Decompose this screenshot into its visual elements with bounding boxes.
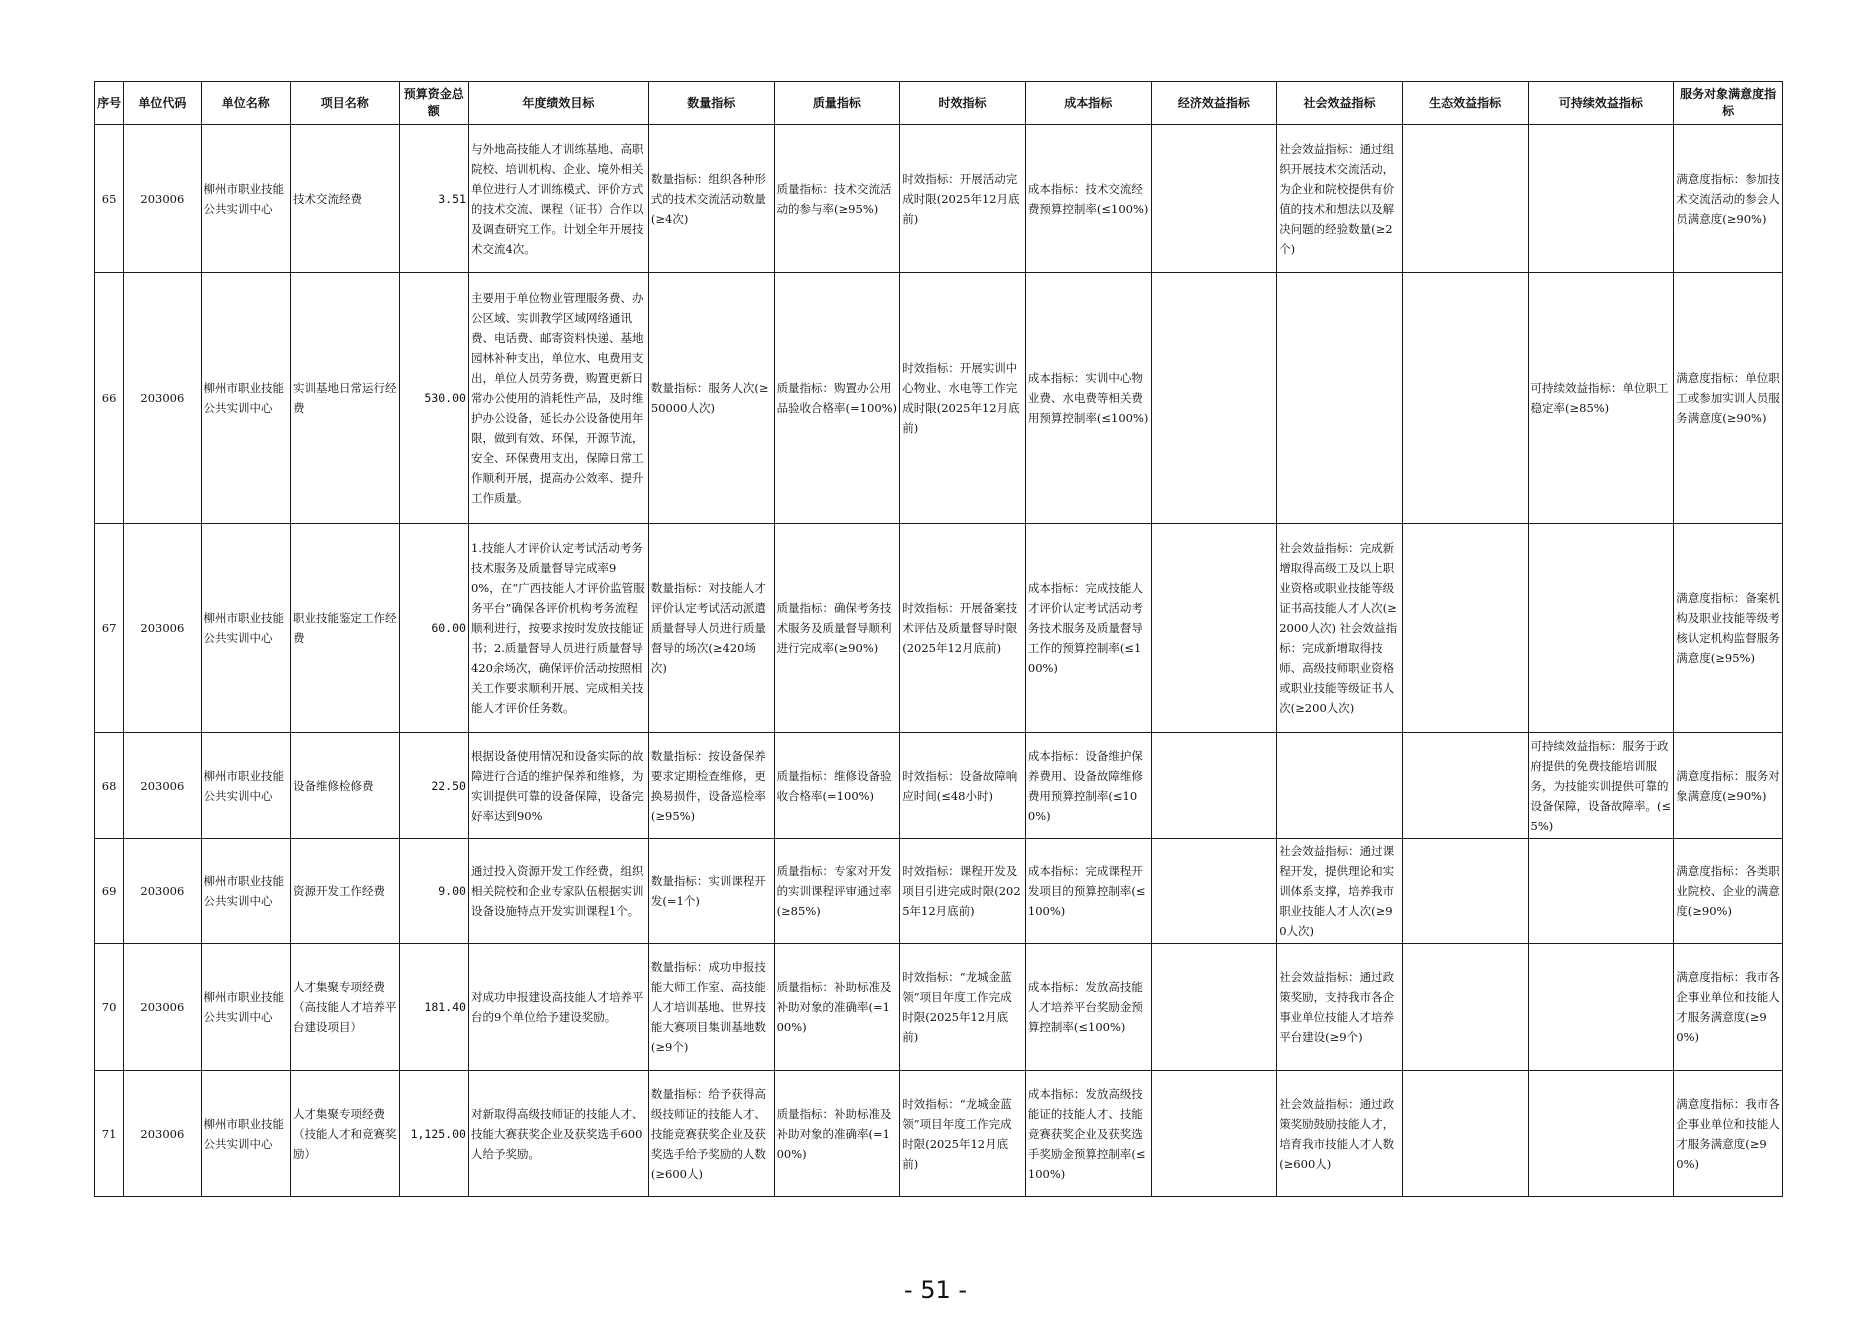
cell-social: [1277, 733, 1403, 839]
cell-economic: [1151, 125, 1277, 273]
cell-quantity: 数量指标：组织各种形式的技术交流活动数量(≥4次): [648, 125, 774, 273]
cell-sustainable: 可持续效益指标：服务于政府提供的免费技能培训服务，为技能实训提供可靠的设备保障，设备故障率。(≤5%): [1528, 733, 1674, 839]
cell-annual-goal: 与外地高技能人才训练基地、高职院校、培训机构、企业、境外相关单位进行人才训练模式、评价方式的技术交流、课程（证书）合作以及调查研究工作。计划全年开展技术交流4次。: [468, 125, 648, 273]
cell-quality: 质量指标：维修设备验收合格率(=100%): [774, 733, 900, 839]
cell-timeliness: 时效指标：开展备案技术评估及质量督导时限(2025年12月底前): [900, 524, 1026, 733]
cell-cost: 成本指标：设备维护保养费用、设备故障维修费用预算控制率(≤100%): [1025, 733, 1151, 839]
cell-economic: [1151, 839, 1277, 944]
cell-unit-name: 柳州市职业技能公共实训中心: [201, 1071, 290, 1197]
cell-project-name: 实训基地日常运行经费: [291, 273, 400, 524]
cell-index: 66: [95, 273, 124, 524]
cell-index: 68: [95, 733, 124, 839]
cell-economic: [1151, 273, 1277, 524]
cell-unit-name: 柳州市职业技能公共实训中心: [201, 125, 290, 273]
cell-unit-code: 203006: [124, 273, 201, 524]
cell-index: 71: [95, 1071, 124, 1197]
col-header-index: 序号: [95, 82, 124, 125]
performance-goals-table: [94, 81, 1783, 1197]
col-header-cost-indicator: 成本指标: [1025, 82, 1151, 125]
cell-budget: 181.40: [399, 944, 468, 1071]
cell-budget: 22.50: [399, 733, 468, 839]
col-header-satisfaction: 服务对象满意度指标: [1674, 82, 1783, 125]
cell-project-name: 设备维修检修费: [291, 733, 400, 839]
cell-satisfaction: 满意度指标：我市各企事业单位和技能人才服务满意度(≥90%): [1674, 1071, 1783, 1197]
cell-cost: 成本指标：完成课程开发项目的预算控制率(≤100%): [1025, 839, 1151, 944]
cell-index: 70: [95, 944, 124, 1071]
cell-satisfaction: 满意度指标：单位职工或参加实训人员服务满意度(≥90%): [1674, 273, 1783, 524]
cell-social: 社会效益指标：通过政策奖励，支持我市各企事业单位技能人才培养平台建设(≥9个): [1277, 944, 1403, 1071]
col-header-social-benefit: 社会效益指标: [1277, 82, 1403, 125]
cell-cost: 成本指标：发放高技能人才培养平台奖励金预算控制率(≤100%): [1025, 944, 1151, 1071]
col-header-annual-goal: 年度绩效目标: [468, 82, 648, 125]
cell-social: [1277, 273, 1403, 524]
cell-budget: 9.00: [399, 839, 468, 944]
cell-quality: 质量指标：补助标准及补助对象的准确率(=100%): [774, 944, 900, 1071]
cell-ecological: [1402, 524, 1528, 733]
col-header-sustainable-benefit: 可持续效益指标: [1528, 82, 1674, 125]
cell-social: 社会效益指标：通过课程开发，提供理论和实训体系支撑，培养我市职业技能人才人次(≥90人次): [1277, 839, 1403, 944]
cell-annual-goal: 主要用于单位物业管理服务费、办公区域、实训教学区域网络通讯费、电话费、邮寄资料快递、基地园林补种支出，单位水、电费用支出，单位人员劳务费，购置更新日常办公使用的消耗性产品，及时维护办公设备，延长办公设备使用年限，做到有效、环保，开源节流，安全、环保费用支出，保障日常工作顺利开展，提高办公效率、提升工作质量。: [468, 273, 648, 524]
cell-timeliness: 时效指标：设备故障响应时间(≤48小时): [900, 733, 1026, 839]
cell-quality: 质量指标：确保考务技术服务及质量督导顺利进行完成率(≥90%): [774, 524, 900, 733]
cell-timeliness: 时效指标：课程开发及项目引进完成时限(2025年12月底前): [900, 839, 1026, 944]
cell-project-name: 人才集聚专项经费（技能人才和竞赛奖励）: [291, 1071, 400, 1197]
cell-quality: 质量指标：技术交流活动的参与率(≥95%): [774, 125, 900, 273]
cell-quantity: 数量指标：成功申报技能大师工作室、高技能人才培训基地、世界技能大赛项目集训基地数(≥9个): [648, 944, 774, 1071]
cell-sustainable: [1528, 944, 1674, 1071]
cell-sustainable: [1528, 1071, 1674, 1197]
cell-unit-name: 柳州市职业技能公共实训中心: [201, 733, 290, 839]
cell-quantity: 数量指标：实训课程开发(=1个): [648, 839, 774, 944]
cell-budget: 530.00: [399, 273, 468, 524]
cell-annual-goal: 根据设备使用情况和设备实际的故障进行合适的维护保养和维修，为实训提供可靠的设备保障，设备完好率达到90%: [468, 733, 648, 839]
col-header-unit-code: 单位代码: [124, 82, 201, 125]
cell-quality: 质量指标：购置办公用品验收合格率(=100%): [774, 273, 900, 524]
cell-satisfaction: 满意度指标：各类职业院校、企业的满意度(≥90%): [1674, 839, 1783, 944]
cell-economic: [1151, 944, 1277, 1071]
cell-quantity: 数量指标：给予获得高级技师证的技能人才、技能竞赛获奖企业及获奖选手给予奖励的人数(≥600人): [648, 1071, 774, 1197]
cell-timeliness: 时效指标：“龙城金蓝领”项目年度工作完成时限(2025年12月底前): [900, 1071, 1026, 1197]
cell-ecological: [1402, 1071, 1528, 1197]
cell-satisfaction: 满意度指标：我市各企事业单位和技能人才服务满意度(≥90%): [1674, 944, 1783, 1071]
cell-unit-code: 203006: [124, 125, 201, 273]
cell-ecological: [1402, 125, 1528, 273]
cell-project-name: 职业技能鉴定工作经费: [291, 524, 400, 733]
col-header-timeliness-indicator: 时效指标: [900, 82, 1026, 125]
cell-budget: 60.00: [399, 524, 468, 733]
cell-timeliness: 时效指标：开展实训中心物业、水电等工作完成时限(2025年12月底前): [900, 273, 1026, 524]
cell-economic: [1151, 524, 1277, 733]
cell-unit-name: 柳州市职业技能公共实训中心: [201, 273, 290, 524]
col-header-quantity-indicator: 数量指标: [648, 82, 774, 125]
cell-ecological: [1402, 733, 1528, 839]
cell-satisfaction: 满意度指标：服务对象满意度(≥90%): [1674, 733, 1783, 839]
cell-index: 65: [95, 125, 124, 273]
cell-ecological: [1402, 839, 1528, 944]
cell-quality: 质量指标：补助标准及补助对象的准确率(=100%): [774, 1071, 900, 1197]
cell-unit-name: 柳州市职业技能公共实训中心: [201, 944, 290, 1071]
cell-annual-goal: 通过投入资源开发工作经费，组织相关院校和企业专家队伍根据实训设备设施特点开发实训课程1个。: [468, 839, 648, 944]
cell-project-name: 技术交流经费: [291, 125, 400, 273]
table-row: [95, 1071, 1783, 1197]
col-header-economic-benefit: 经济效益指标: [1151, 82, 1277, 125]
cell-timeliness: 时效指标：“龙城金蓝领”项目年度工作完成时限(2025年12月底前): [900, 944, 1026, 1071]
cell-quantity: 数量指标：服务人次(≥50000人次): [648, 273, 774, 524]
col-header-project-name: 项目名称: [291, 82, 400, 125]
cell-budget: 3.51: [399, 125, 468, 273]
cell-timeliness: 时效指标：开展活动完成时限(2025年12月底前): [900, 125, 1026, 273]
table-header-row: [95, 82, 1783, 125]
cell-unit-name: 柳州市职业技能公共实训中心: [201, 524, 290, 733]
cell-economic: [1151, 733, 1277, 839]
cell-satisfaction: 满意度指标：备案机构及职业技能等级考核认定机构监督服务满意度(≥95%): [1674, 524, 1783, 733]
cell-social: 社会效益指标：完成新增取得高级工及以上职业资格或职业技能等级证书高技能人才人次(≥2000人次) 社会效益指标：完成新增取得技师、高级技师职业资格或职业技能等级证书人次(≥200人次): [1277, 524, 1403, 733]
cell-annual-goal: 1.技能人才评价认定考试活动考务技术服务及质量督导完成率90%，在“广西技能人才评价监管服务平台”确保各评价机构考务流程顺利进行，按要求按时发放技能证书；2.质量督导人员进行质量督导420余场次，确保评价活动按照相关工作要求顺利开展、完成相关技能人才评价任务数。: [468, 524, 648, 733]
cell-satisfaction: 满意度指标：参加技术交流活动的参会人员满意度(≥90%): [1674, 125, 1783, 273]
table-row: [95, 839, 1783, 944]
cell-ecological: [1402, 944, 1528, 1071]
table-row: [95, 125, 1783, 273]
cell-unit-code: 203006: [124, 944, 201, 1071]
cell-index: 69: [95, 839, 124, 944]
cell-annual-goal: 对新取得高级技师证的技能人才、技能大赛获奖企业及获奖选手600人给予奖励。: [468, 1071, 648, 1197]
cell-quantity: 数量指标：对技能人才评价认定考试活动派遣质量督导人员进行质量督导的场次(≥420场次): [648, 524, 774, 733]
cell-quality: 质量指标：专家对开发的实训课程评审通过率(≥85%): [774, 839, 900, 944]
cell-quantity: 数量指标：按设备保养要求定期检查维修，更换易损件，设备巡检率(≥95%): [648, 733, 774, 839]
cell-sustainable: [1528, 125, 1674, 273]
cell-unit-code: 203006: [124, 524, 201, 733]
cell-social: 社会效益指标：通过政策奖励鼓励技能人才，培育我市技能人才人数(≥600人): [1277, 1071, 1403, 1197]
cell-ecological: [1402, 273, 1528, 524]
table-row: [95, 273, 1783, 524]
cell-cost: 成本指标：技术交流经费预算控制率(≤100%): [1025, 125, 1151, 273]
table-row: [95, 524, 1783, 733]
cell-cost: 成本指标：发放高级技能证的技能人才、技能竞赛获奖企业及获奖选手奖励金预算控制率(≤100%): [1025, 1071, 1151, 1197]
cell-annual-goal: 对成功申报建设高技能人才培养平台的9个单位给予建设奖励。: [468, 944, 648, 1071]
page-number: - 51 -: [903, 1276, 968, 1304]
cell-unit-code: 203006: [124, 733, 201, 839]
col-header-budget-total: 预算资金总额: [399, 82, 468, 125]
cell-budget: 1,125.00: [399, 1071, 468, 1197]
cell-unit-code: 203006: [124, 1071, 201, 1197]
col-header-quality-indicator: 质量指标: [774, 82, 900, 125]
cell-economic: [1151, 1071, 1277, 1197]
cell-unit-code: 203006: [124, 839, 201, 944]
cell-project-name: 资源开发工作经费: [291, 839, 400, 944]
cell-cost: 成本指标：完成技能人才评价认定考试活动考务技术服务及质量督导工作的预算控制率(≤100%): [1025, 524, 1151, 733]
cell-unit-name: 柳州市职业技能公共实训中心: [201, 839, 290, 944]
cell-project-name: 人才集聚专项经费（高技能人才培养平台建设项目）: [291, 944, 400, 1071]
table-row: [95, 733, 1783, 839]
table-row: [95, 944, 1783, 1071]
cell-sustainable: [1528, 524, 1674, 733]
cell-index: 67: [95, 524, 124, 733]
col-header-ecological-benefit: 生态效益指标: [1402, 82, 1528, 125]
cell-sustainable: [1528, 839, 1674, 944]
col-header-unit-name: 单位名称: [201, 82, 290, 125]
cell-social: 社会效益指标：通过组织开展技术交流活动，为企业和院校提供有价值的技术和想法以及解决问题的经验数量(≥2个): [1277, 125, 1403, 273]
cell-sustainable: 可持续效益指标：单位职工稳定率(≥85%): [1528, 273, 1674, 524]
cell-cost: 成本指标：实训中心物业费、水电费等相关费用预算控制率(≤100%): [1025, 273, 1151, 524]
